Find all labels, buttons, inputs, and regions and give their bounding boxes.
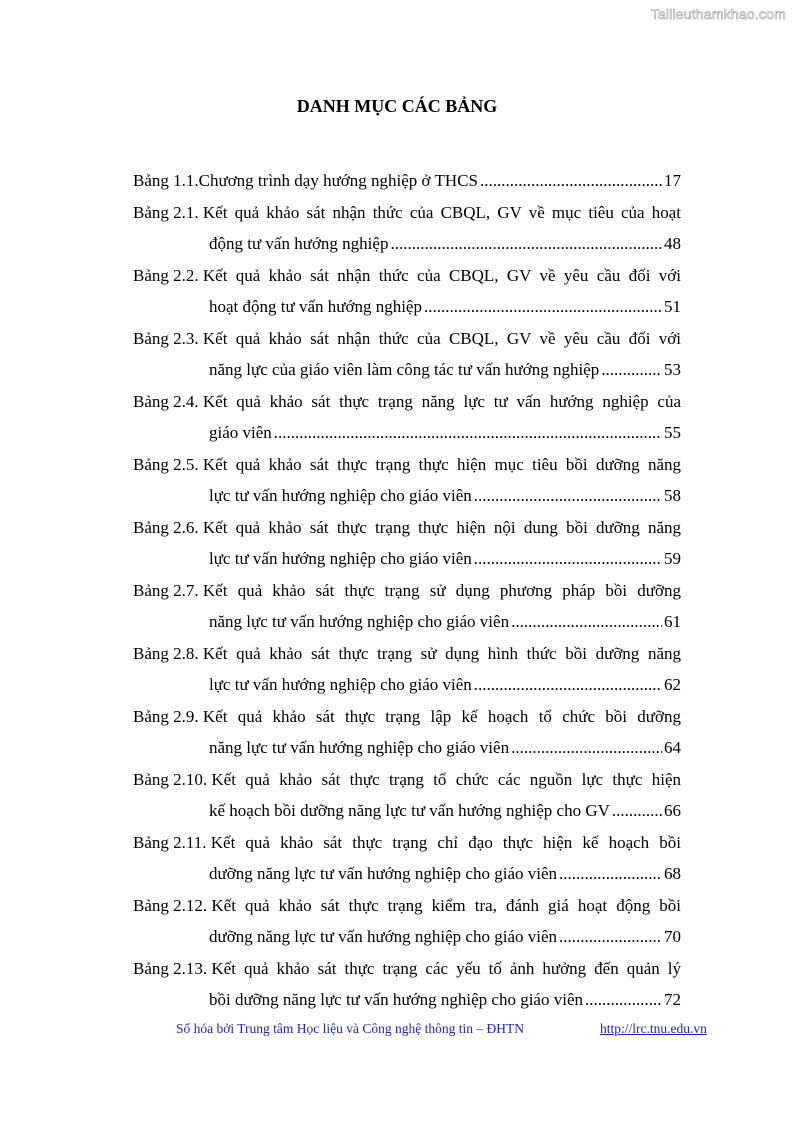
dot-leader [559, 858, 662, 890]
dot-leader [601, 354, 662, 386]
dot-leader [474, 543, 662, 575]
dot-leader [424, 291, 662, 323]
entry-label: Bảng 2.1. [133, 202, 199, 222]
toc-entry[interactable] [133, 827, 681, 890]
entry-page: 53 [664, 360, 681, 379]
page-title: DANH MỤC CÁC BẢNG [296, 96, 498, 116]
dot-leader [612, 795, 662, 827]
entry-title: Kết quả khảo sát thực trạng thực hiện nội dung bồi dưỡng năng [202, 517, 681, 537]
dot-leader [480, 165, 662, 197]
dot-leader [274, 417, 662, 449]
entry-title-cont: lực tư vấn hướng nghiệp cho giáo viên [209, 486, 472, 505]
entry-title: Kết quả khảo sát thực trạng chỉ đạo thực hiện kế hoạch bồi [210, 832, 681, 852]
entry-title-cont: năng lực tư vấn hướng nghiệp cho giáo viên [209, 612, 510, 631]
entry-page: 48 [664, 234, 681, 253]
dot-leader [390, 228, 662, 260]
entry-label: Bảng 2.7. [133, 580, 199, 600]
entry-page: 55 [664, 423, 681, 442]
dot-leader [474, 669, 662, 701]
dot-leader [511, 732, 662, 764]
entry-page: 66 [664, 801, 681, 820]
toc-entry[interactable] [133, 260, 681, 323]
entry-title: Kết quả khảo sát thực trạng lập kế hoạch tổ chức bồi dưỡng [202, 706, 681, 726]
entry-title: Kết quả khảo sát thực trạng thực hiện mục tiêu bồi dưỡng năng [202, 454, 681, 474]
toc-entry[interactable] [133, 953, 681, 1016]
entry-title-cont: hoạt động tư vấn hướng nghiệp [209, 297, 422, 316]
entry-title-cont: năng lực tư vấn hướng nghiệp cho giáo viên [209, 738, 510, 757]
entry-page: 59 [664, 549, 681, 568]
toc-entry[interactable] [133, 764, 681, 827]
entry-label: Bảng 2.6. [133, 517, 199, 537]
toc-entry[interactable] [133, 323, 681, 386]
toc-entry[interactable] [133, 575, 681, 638]
entry-page: 68 [664, 864, 681, 883]
dot-leader [474, 480, 662, 512]
toc-entry[interactable] [133, 701, 681, 764]
dot-leader [585, 984, 662, 1016]
entry-page: 61 [664, 612, 681, 631]
entry-title-cont: dưỡng năng lực tư vấn hướng nghiệp cho giáo viên [209, 927, 558, 946]
entry-title: Kết quả khảo sát thực trạng năng lực tư vấn hướng nghiệp của [202, 391, 681, 411]
entry-title-cont: bồi dưỡng năng lực tư vấn hướng nghiệp cho giáo viên [209, 990, 583, 1009]
entry-page: 58 [664, 486, 681, 505]
entry-title-cont: kế hoạch bồi dưỡng năng lực tư vấn hướng nghiệp cho GV [209, 801, 610, 820]
footer-text: Số hóa bởi Trung tâm Học liệu và Công nghệ thông tin – ĐHTN [176, 1021, 525, 1036]
entry-title-cont: động tư vấn hướng nghiệp [209, 234, 389, 253]
entry-label: Bảng 2.10. [133, 769, 208, 789]
toc-entry[interactable] [133, 638, 681, 701]
entry-label: Bảng 2.2. [133, 265, 199, 285]
toc-entry[interactable] [133, 449, 681, 512]
entry-title: Chương trình dạy hướng nghiệp ở THCS [198, 171, 478, 190]
entry-label: Bảng 2.4. [133, 391, 199, 411]
dot-leader [559, 921, 662, 953]
entry-label: Bảng 2.13. [133, 958, 208, 978]
entry-label: Bảng 2.11. [133, 832, 207, 852]
entry-label: Bảng 1.1. [133, 171, 199, 190]
toc-entry[interactable] [133, 165, 681, 197]
entry-label: Bảng 2.9. [133, 706, 199, 726]
entry-title-cont: năng lực của giáo viên làm công tác tư vấn hướng nghiệp [209, 360, 600, 379]
toc-entry[interactable] [133, 890, 681, 953]
entry-title-cont: dưỡng năng lực tư vấn hướng nghiệp cho giáo viên [209, 864, 558, 883]
entry-page: 64 [664, 738, 681, 757]
entry-title: Kết quả khảo sát nhận thức của CBQL, GV về yêu cầu đối với [202, 265, 681, 285]
entry-page: 62 [664, 675, 681, 694]
table-list [133, 165, 681, 1016]
entry-title: Kết quả khảo sát thực trạng tổ chức các nguồn lực thực hiện [211, 769, 681, 789]
toc-entry[interactable] [133, 386, 681, 449]
entry-page: 51 [664, 297, 681, 316]
entry-title-cont: lực tư vấn hướng nghiệp cho giáo viên [209, 675, 472, 694]
entry-title: Kết quả khảo sát nhận thức của CBQL, GV về yêu cầu đối với [202, 328, 681, 348]
entry-title: Kết quả khảo sát thực trạng các yếu tố ảnh hưởng đến quản lý [211, 958, 681, 978]
entry-page: 17 [664, 171, 681, 190]
footer-link[interactable]: http://lrc.tnu.edu.vn [600, 1021, 707, 1036]
entry-label: Bảng 2.12. [133, 895, 208, 915]
entry-page: 70 [664, 927, 681, 946]
entry-label: Bảng 2.5. [133, 454, 199, 474]
entry-title: Kết quả khảo sát thực trạng sử dụng phương pháp bồi dưỡng [202, 580, 681, 600]
toc-entry[interactable] [133, 512, 681, 575]
toc-entry[interactable] [133, 197, 681, 260]
entry-title: Kết quả khảo sát thực trạng kiểm tra, đánh giá hoạt động bồi [211, 895, 681, 915]
entry-title-cont: lực tư vấn hướng nghiệp cho giáo viên [209, 549, 472, 568]
entry-page: 72 [664, 990, 681, 1009]
entry-title: Kết quả khảo sát thực trạng sử dụng hình thức bồi dưỡng năng [202, 643, 681, 663]
entry-label: Bảng 2.3. [133, 328, 199, 348]
entry-title: Kết quả khảo sát nhận thức của CBQL, GV về mục tiêu của hoạt [202, 202, 681, 222]
dot-leader [511, 606, 662, 638]
entry-title-cont: giáo viên [209, 423, 272, 442]
watermark: Tailieuthamkhao.com [650, 6, 786, 22]
entry-label: Bảng 2.8. [133, 643, 199, 663]
